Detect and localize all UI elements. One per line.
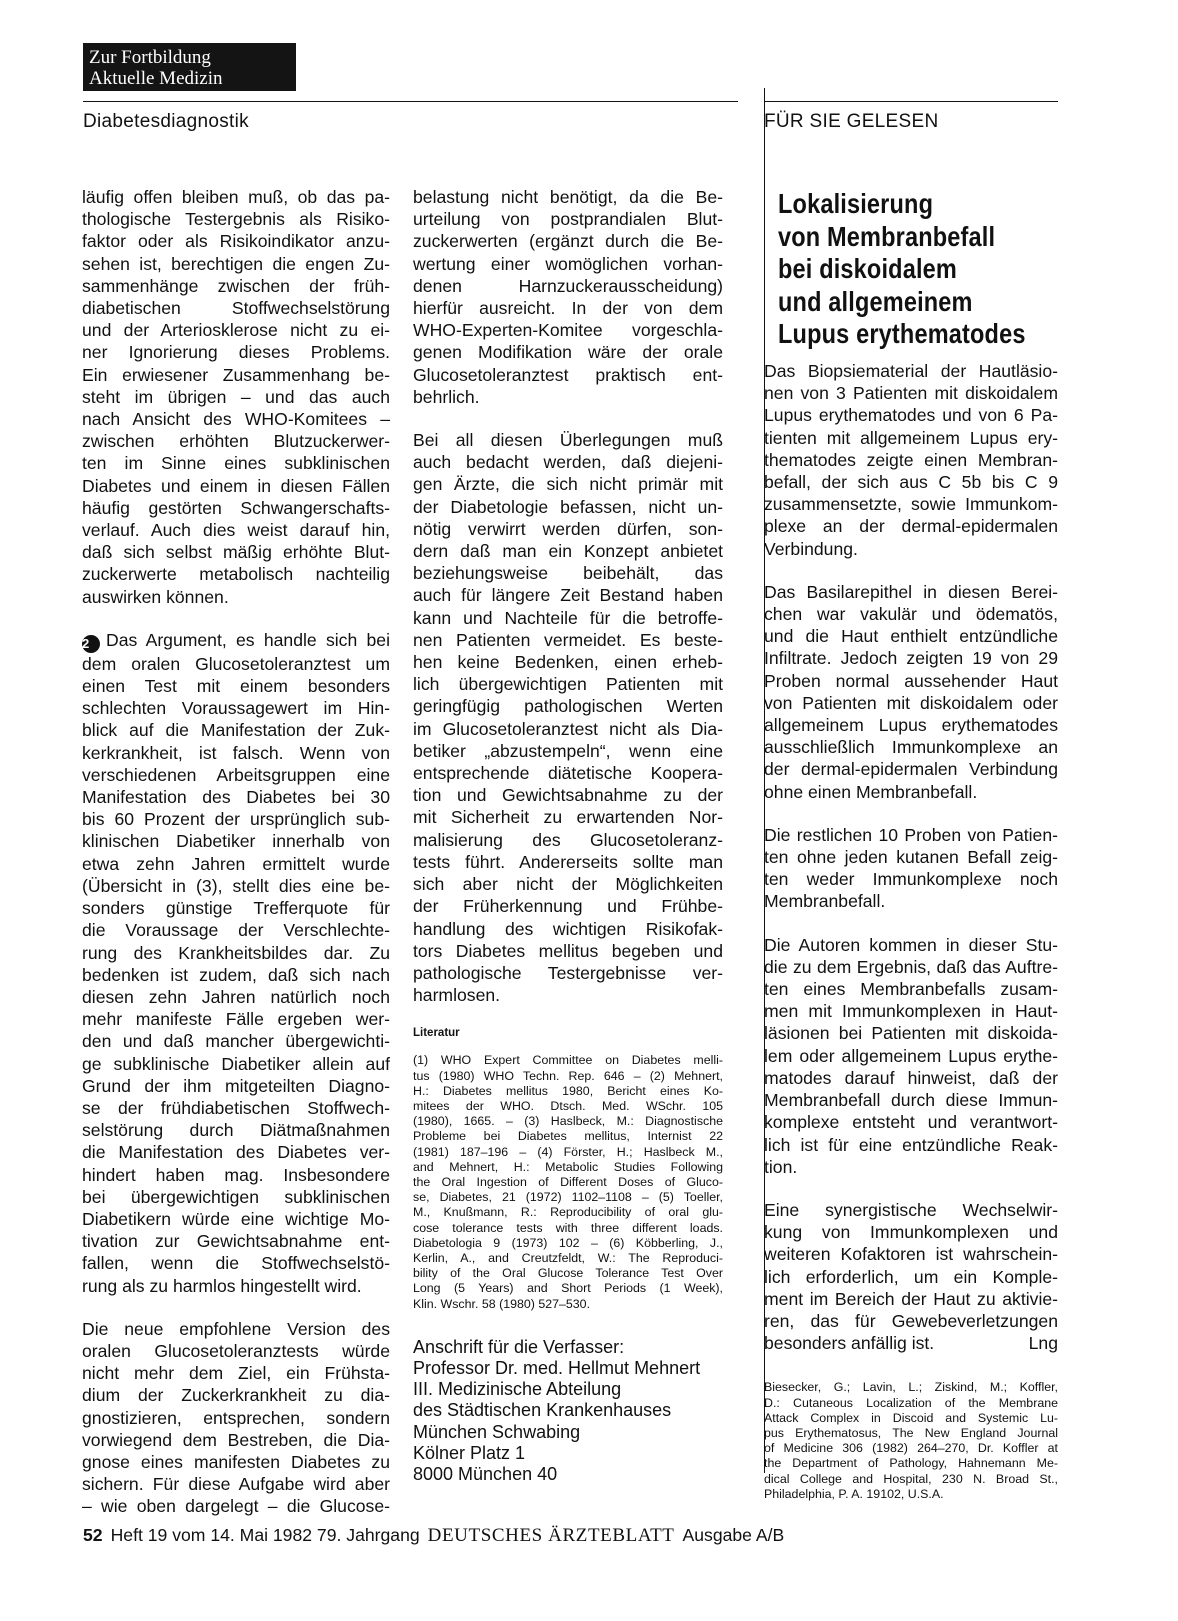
paragraph [413,429,723,1006]
title-line: bei diskoidalem [778,253,957,284]
text-line: häufig gestörten Schwangerschafts- [82,497,390,518]
text-line: diesen zehn Jahren natürlich noch [82,986,390,1007]
text-line: schlechten Voraussagewert im Hin- [82,698,390,719]
text-line: men mit Immunkomplexen in Haut- [764,1001,1058,1022]
title-line: und allgemeinem [778,285,973,317]
text-line: klinischen Diabetiker innerhalb von [82,831,390,852]
text-line: dem oralen Glucosetoleranztest um [82,653,390,674]
text-line: tion. [764,1156,798,1177]
numbered-marker-icon: 2 [82,635,100,653]
reference-line: tus (1980) WHO Techn. Rep. 646 – (2) Mehnert, [413,1068,723,1083]
text-line: faktor oder als Risikoindikator anzu- [82,231,390,252]
column-3 [764,360,1058,1502]
section-title-left: Diabetesdiagnostik [83,111,249,132]
text-line: nen von 3 Patienten mit diskoidalem [764,383,1058,404]
text-line: selstörung durch Diätmaßnahmen [82,1120,390,1141]
text-line: Infiltrate. Jedoch zeigten 19 von 29 [764,648,1058,669]
reference-line: mitees der WHO. Dtsch. Med. WSchr. 105 [413,1098,723,1113]
text-line: hindert haben mag. Insbesondere [82,1164,390,1185]
text-line: Diabetikern würde eine wichtige Mo- [82,1208,390,1229]
address-line: III. Medizinische Abteilung [413,1379,622,1400]
address-line: des Städtischen Krankenhauses [413,1400,672,1421]
address-line: Professor Dr. med. Hellmut Mehnert [413,1357,701,1378]
text-line: thologische Testergebnis als Risiko- [82,209,390,230]
reference-line: (1981) 187–196 – (4) Förster, H.; Haslbeck M., [413,1144,723,1159]
text-line: auswirken können. [82,586,229,607]
reference-line: the Oral Ingestion of Different Doses of Gluco- [413,1174,723,1189]
text-line: Die neue empfohlene Version des [82,1318,390,1339]
text-line: dium der Zuckerkrankheit zu dia- [82,1385,390,1406]
text-line: ohne einen Membranbefall. [764,781,978,802]
text-line: ment im Bereich der Haut zu aktivie- [764,1288,1058,1309]
column-2 [413,186,723,1485]
text-line: verlauf. Auch dies weist darauf hin, [82,520,390,541]
reference-line: se, Diabetes, 21 (1972) 1102–1108 – (5) Toeller, [413,1190,723,1205]
text-line: zwischen erhöhten Blutzuckerwer- [82,431,390,452]
text-line: plexe an der dermal-epidermalen [764,516,1058,537]
reference-line: of Medicine 306 (1982) 264–270, Dr. Koffler at [764,1441,1058,1456]
issue-info: Heft 19 vom 14. Mai 1982 79. Jahrgang [110,1525,420,1545]
text-line: der dermal-epidermalen Verbindung [764,759,1058,780]
reference-line: Klin. Wschr. 58 (1980) 527–530. [413,1296,591,1311]
text-line: bis 60 Prozent der ursprünglich sub- [82,809,390,830]
text-line: thematodes zeigte einen Membran- [764,449,1058,470]
paragraph-last-line: besonders anfällig ist. [764,1333,935,1354]
text-line: zuckerwerten (ergänzt durch die Be- [413,231,723,252]
text-line: Bei all diesen Überlegungen muß [413,430,723,451]
text-line: Proben normal aussehender Haut [764,670,1058,691]
text-line: kerkrankheit, ist falsch. Wenn von [82,742,390,763]
text-line: oralen Glucosetoleranztests würde [82,1340,390,1361]
text-line: belastung nicht benötigt, da die Be- [413,187,723,207]
reference-line: D.: Cutaneous Localization of the Membrane [764,1395,1058,1410]
section-title-right: FÜR SIE GELESEN [764,111,939,132]
header-rule-right [764,101,1058,102]
text-line: sich aber nicht der Möglichkeiten [413,874,723,895]
text-line: bei übergewichtigen subklinischen [82,1186,390,1207]
text-line: handlung des wichtigen Risikofak- [413,918,723,939]
text-line: sichern. Für diese Aufgabe wird aber [82,1474,390,1495]
text-line: nen Patienten vermeidet. Es beste- [413,629,723,650]
text-line: lich ist für eine entzündliche Reak- [764,1134,1058,1155]
paragraph [764,360,1058,560]
paragraph [82,1318,390,1518]
text-line: Membranbefall durch diese Immun- [764,1090,1058,1111]
paragraph [413,186,723,408]
text-line: fallen, wenn die Stoffwechselstö- [82,1253,390,1274]
reference-line: Biesecker, G.; Lavin, L.; Ziskind, M.; Koffler, [764,1380,1058,1395]
text-line: Ein erwiesener Zusammenhang be- [82,364,390,385]
text-line: bedenken ist zudem, daß sich nach [82,964,390,985]
text-line: der Diabetologie befassen, nicht un- [413,496,723,517]
column-1 [82,186,390,1518]
paragraph [764,1199,1058,1354]
page-footer [83,1525,784,1547]
text-line: matodes darauf hinweist, daß der [764,1067,1058,1088]
text-line: rung des Krankheitsbildes dar. Zu [82,942,390,963]
text-line: Lupus erythematodes und von 6 Pa- [764,405,1058,426]
text-line: WHO-Experten-Komitee vorgeschla- [413,320,723,341]
reference-line: dical College and Hospital, 230 N. Broad St., [764,1471,1058,1486]
text-line: befall, der sich aus C 5b bis C 9 [764,472,1058,493]
text-line: hen keine Bedenken, einen erheb- [413,652,723,673]
text-line: dern daß man ein Konzept anbietet [413,541,723,562]
title-line: von Membranbefall [778,220,996,252]
paragraph [764,934,1058,1178]
text-line: ner Ignorierung dieses Problems. [82,342,390,363]
text-line: blick auf die Manifestation der Zuk- [82,720,390,741]
reference-line: (1) WHO Expert Committee on Diabetes melli- [413,1053,723,1068]
text-line: gnose eines manifesten Diabetes zu [82,1451,390,1472]
text-line: einen Test mit einem besonders [82,676,390,697]
title-line: Lokalisierung [778,188,934,219]
address-line: 8000 München 40 [413,1463,558,1484]
reference-list [413,1053,723,1311]
text-line: tienten mit allgemeinem Lupus ery- [764,427,1058,448]
text-line: nicht mehr dem Ziel, ein Frühsta- [82,1363,390,1384]
article-title [778,188,1055,351]
paragraph [82,186,390,608]
address-line: Kölner Platz 1 [413,1442,526,1463]
reference-line: Attack Complex in Discoid and Systemic Lu- [764,1410,1058,1425]
text-line: Diabetes und einem in diesen Fällen [82,475,390,496]
text-line: tivation zur Gewichtsabnahme ent- [82,1231,390,1252]
text-line: 2 Das Argument, es handle sich bei [82,629,390,651]
text-line: ten eines Membranbefalls zusam- [764,979,1058,1000]
text-line: die Manifestation des Diabetes ver- [82,1142,390,1163]
text-line: tests führt. Andererseits sollte man [413,851,723,872]
text-line: behrlich. [413,386,480,407]
reference-line: and Mehnert, H.: Metabolic Studies Following [413,1159,723,1174]
text-line: malisierung des Glucosetoleranz- [413,829,723,850]
reference-line: pus Erythematosus, The New England Journal [764,1425,1058,1440]
paragraph [764,581,1058,803]
text-line: lich erforderlich, um ein Komple- [764,1266,1058,1287]
text-line: hierfür ausreicht. In der von dem [413,298,723,319]
page-number: 52 [83,1525,103,1545]
text-line: Membranbefall. [764,891,886,912]
text-line: daß sich selbst mäßig erhöhte Blut- [82,542,390,563]
reference-line: Probleme bei Diabetes mellitus, Internist 22 [413,1129,723,1144]
text-line: auch für längere Zeit Bestand haben [413,585,723,606]
author-address [413,1337,723,1485]
text-line: rung als zu harmlos hingestellt wird. [82,1275,362,1296]
text-line: tion und Gewichtsabnahme zu der [413,785,723,806]
text-line: sonders günstige Trefferquote für [82,898,390,919]
text-line: diabetischen Stoffwechselstörung [82,298,390,319]
text-line: gen Ärzte, die sich nicht primär mit [413,474,723,495]
text-line: Glucosetoleranztest praktisch ent- [413,364,723,385]
text-line: komplexe entsteht und verantwort- [764,1112,1058,1133]
text-line: urteilung von postprandialen Blut- [413,209,723,230]
text-line: nötig verwirrt werden dürfen, son- [413,518,723,539]
reference-line: (1980), 1665. – (3) Haslbeck, M.: Diagnostische [413,1114,723,1129]
text-line: vorwiegend dem Bestreben, die Dia- [82,1429,390,1450]
reference-line: Diabetologia 9 (1973) 102 – (6) Köbberling, J., [413,1235,723,1250]
text-line: den und daß mancher übergewichti- [82,1031,390,1052]
text-line: wertung einer womöglichen vorhan- [413,253,723,274]
reference-line: bility of the Oral Glucose Tolerance Test Over [413,1266,723,1281]
text-line: sehen ist, berechtigen die engen Zu- [82,253,390,274]
text-line: Eine synergistische Wechselwir- [764,1199,1058,1220]
text-line: harmlosen. [413,985,501,1006]
text-line: und der Arteriosklerose nicht zu ei- [82,320,390,341]
text-line: der Früherkennung und Frühbe- [413,896,723,917]
text-line: Die Autoren kommen in dieser Stu- [764,934,1058,955]
title-line: Lupus erythematodes [778,318,1026,349]
text-line: mehr manifeste Fälle ergeben wer- [82,1009,390,1030]
reference-line: the Department of Pathology, Hahnemann Me- [764,1456,1058,1471]
text-line: zuckerwerte metabolisch nachteilig [82,564,390,585]
text-line: – wie oben dargelegt – die Glucose- [82,1496,390,1517]
text-line: ausschließlich Immunkomplexe an [764,737,1058,758]
literatur-heading: Literatur [413,1027,460,1040]
magazine-name: DEUTSCHES ÄRZTEBLATT [427,1525,675,1546]
text-line: denen Harnzuckerausscheidung) [413,275,723,296]
text-line: steht im übrigen – und das auch [82,386,390,407]
text-line: genen Modifikation wäre der orale [413,342,723,363]
text-line: beziehungsweise beibehält, das [413,563,723,584]
paragraph [764,824,1058,913]
text-line: ten ohne jeden kutanen Befall zeig- [764,847,1058,868]
signature: Lng [1028,1333,1058,1354]
reference-line: Philadelphia, P. A. 19102, U.S.A. [764,1486,944,1501]
text-line: die Voraussage der Verschlechte- [82,920,390,941]
text-line: auch bedacht werden, daß diejeni- [413,452,723,473]
text-line: im Glucosetoleranztest nicht als Dia- [413,718,723,739]
text-line: (Übersicht in (3), stellt dies eine be- [82,875,390,896]
rubric-line-1: Zur Fortbildung [89,47,211,68]
reference-line: cose tolerance tests with three different loads. [413,1220,723,1235]
text-line: allgemeinem Lupus erythematodes [764,715,1058,736]
text-line: ten weder Immunkomplexe noch [764,869,1058,890]
address-line: Anschrift für die Verfasser: [413,1336,625,1357]
text-line: Manifestation des Diabetes bei 30 [82,787,390,808]
text-line: gnostizieren, entsprechen, sondern [82,1407,390,1428]
header-rule-left [83,101,738,102]
text-line: ge subklinische Diabetiker allein auf [82,1053,390,1074]
reference-line: H.: Diabetes mellitus 1980, Bericht eines Ko- [413,1083,723,1098]
text-line: Das Biopsiematerial der Hautläsio- [764,361,1058,381]
reference-line: Kerlin, A., and Creutzfeldt, W.: The Reproduci- [413,1250,723,1265]
paragraph-numbered [82,629,390,1297]
text-line: von Patienten mit diskoidalem oder [764,692,1058,713]
rubric-badge [83,43,296,91]
text-line: tors Diabetes mellitus begeben und [413,940,723,961]
text-line: zusammensetzte, sowie Immunkom- [764,494,1058,515]
text-line: kung von Immunkomplexen und [764,1222,1058,1243]
text-line: pathologische Testergebnisse ver- [413,962,723,983]
text-line: lich übergewichtigen Patienten mit [413,674,723,695]
reference-line: Long (5 Years) and Short Periods (1 Week), [413,1281,723,1296]
text-line: mit Sicherheit zu erwartenden Nor- [413,807,723,828]
text-line: chen war vakulär und ödematös, [764,604,1058,625]
text-line: Grund der ihm mitgeteilten Diagno- [82,1075,390,1096]
text-line: die zu dem Ergebnis, daß das Auftre- [764,956,1058,977]
text-line: kann und Nachteile für die betroffe- [413,607,723,628]
text-line: ren, das für Gewebeverletzungen [764,1310,1058,1331]
text-line: Verbindung. [764,538,858,559]
text-line: verschiedenen Arbeitsgruppen eine [82,764,390,785]
text-line: läufig offen bleiben muß, ob das pa- [82,187,390,207]
text-line: betiker „abzustempeln“, wenn eine [413,740,723,761]
reference-text [764,1380,1058,1502]
text-line: geringfügig pathologischen Werten [413,696,723,717]
text-line: und die Haut enthielt entzündliche [764,626,1058,647]
text-line: weiteren Kofaktoren ist wahrschein- [764,1244,1058,1265]
text-line: sammenhänge zwischen der früh- [82,275,390,296]
address-line: München Schwabing [413,1421,581,1442]
edition-info: Ausgabe A/B [682,1525,785,1545]
text-line: entsprechende diätetische Koopera- [413,763,723,784]
text-line: ten im Sinne eines subklinischen [82,453,390,474]
rubric-line-2: Aktuelle Medizin [89,68,223,89]
text-line: lem oder allgemeinem Lupus erythe- [764,1045,1058,1066]
text-line: Das Basilarepithel in diesen Berei- [764,581,1058,602]
text-line: se der frühdiabetischen Stoffwech- [82,1097,390,1118]
text-line: etwa zehn Jahren ermittelt wurde [82,853,390,874]
text-line: Die restlichen 10 Proben von Patien- [764,824,1058,845]
reference-line: M., Knußmann, R.: Reproducibility of oral glu- [413,1205,723,1220]
text-line: nach Ansicht des WHO-Komitees – [82,409,390,430]
text-line: läsionen bei Patienten mit diskoida- [764,1023,1058,1044]
